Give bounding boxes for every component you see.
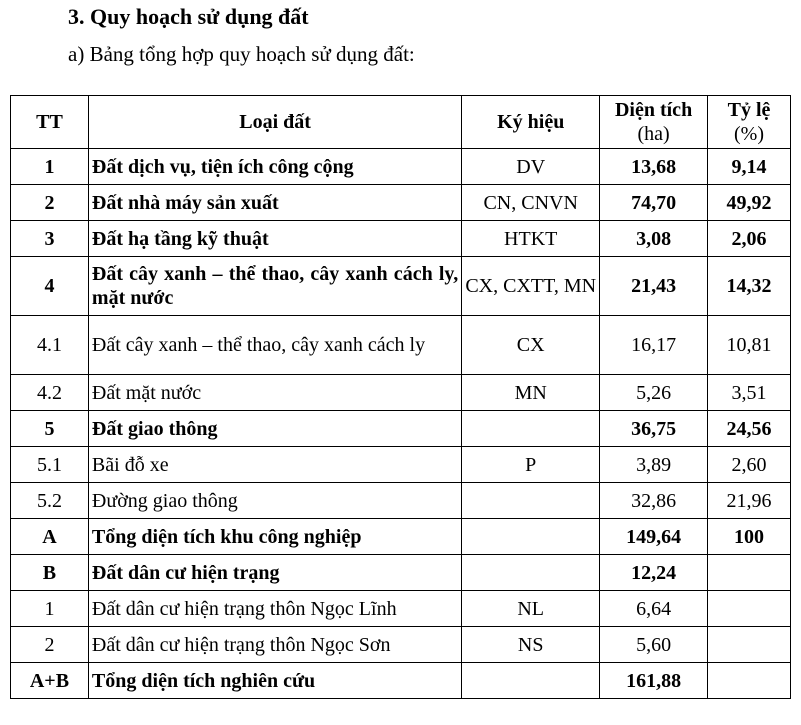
cell-code: MN: [462, 375, 600, 411]
cell-ratio: 14,32: [708, 257, 791, 316]
cell-area: 5,60: [600, 627, 708, 663]
table-row: [11, 519, 791, 555]
cell-code: NL: [462, 591, 600, 627]
cell-land-type: Tổng diện tích nghiên cứu: [88, 663, 461, 699]
cell-code: [462, 555, 600, 591]
table-row: [11, 483, 791, 519]
cell-ratio: [708, 663, 791, 699]
cell-tt: 1: [11, 591, 89, 627]
table-row: [11, 411, 791, 447]
header-area-label: Diện tích: [614, 99, 693, 121]
cell-code: DV: [462, 149, 600, 185]
cell-tt: 4: [11, 257, 89, 316]
table-row: [11, 591, 791, 627]
cell-land-type: Đất dịch vụ, tiện ích công cộng: [88, 149, 461, 185]
table-row: [11, 627, 791, 663]
cell-tt: 5: [11, 411, 89, 447]
cell-ratio: 21,96: [708, 483, 791, 519]
cell-code: [462, 519, 600, 555]
cell-ratio: [708, 555, 791, 591]
cell-code: CX, CXTT, MN: [462, 257, 600, 316]
header-area-unit: (ha): [637, 123, 670, 145]
cell-ratio: 100: [708, 519, 791, 555]
cell-land-type: Đất dân cư hiện trạng thôn Ngọc Sơn: [88, 627, 461, 663]
cell-code: HTKT: [462, 221, 600, 257]
header-tt: TT: [11, 96, 89, 149]
cell-area: 12,24: [600, 555, 708, 591]
cell-area: 74,70: [600, 185, 708, 221]
header-ratio-unit: (%): [734, 123, 764, 145]
header-land-type: Loại đất: [88, 96, 461, 149]
cell-area: 36,75: [600, 411, 708, 447]
cell-land-type: Đất hạ tầng kỹ thuật: [88, 221, 461, 257]
cell-ratio: 24,56: [708, 411, 791, 447]
table-row: [11, 447, 791, 483]
table-row: [11, 257, 791, 316]
header-ratio-label: Tỷ lệ: [727, 99, 771, 121]
cell-ratio: 2,60: [708, 447, 791, 483]
cell-land-type: Đất mặt nước: [88, 375, 461, 411]
cell-ratio: [708, 591, 791, 627]
cell-tt: A+B: [11, 663, 89, 699]
cell-tt: 1: [11, 149, 89, 185]
cell-code: CX: [462, 316, 600, 375]
cell-land-type: Đất dân cư hiện trạng thôn Ngọc Lĩnh: [88, 591, 461, 627]
table-row: [11, 555, 791, 591]
cell-ratio: 3,51: [708, 375, 791, 411]
cell-code: [462, 663, 600, 699]
cell-land-type: Đường giao thông: [88, 483, 461, 519]
table-row: [11, 185, 791, 221]
cell-area: 3,08: [600, 221, 708, 257]
cell-area: 3,89: [600, 447, 708, 483]
cell-code: NS: [462, 627, 600, 663]
table-caption: a) Bảng tổng hợp quy hoạch sử dụng đất:: [68, 42, 415, 66]
cell-tt: 4.1: [11, 316, 89, 375]
table-header-row: [11, 96, 791, 149]
cell-ratio: 2,06: [708, 221, 791, 257]
cell-tt: 5.2: [11, 483, 89, 519]
cell-ratio: [708, 627, 791, 663]
cell-land-type: Đất giao thông: [88, 411, 461, 447]
cell-code: [462, 411, 600, 447]
cell-tt: 4.2: [11, 375, 89, 411]
cell-land-type: Đất dân cư hiện trạng: [88, 555, 461, 591]
cell-land-type: Đất cây xanh – thể thao, cây xanh cách ly, mặt nước: [88, 257, 461, 316]
table-row: [11, 149, 791, 185]
cell-area: 21,43: [600, 257, 708, 316]
cell-tt: 3: [11, 221, 89, 257]
cell-ratio: 49,92: [708, 185, 791, 221]
cell-area: 149,64: [600, 519, 708, 555]
cell-area: 6,64: [600, 591, 708, 627]
cell-land-type: Tổng diện tích khu công nghiệp: [88, 519, 461, 555]
cell-land-type: Đất nhà máy sản xuất: [88, 185, 461, 221]
cell-land-type: Đất cây xanh – thể thao, cây xanh cách ly: [88, 316, 461, 375]
cell-land-type: Bãi đỗ xe: [88, 447, 461, 483]
section-heading: 3. Quy hoạch sử dụng đất: [68, 4, 309, 29]
header-area: [600, 96, 708, 149]
cell-area: 16,17: [600, 316, 708, 375]
cell-code: P: [462, 447, 600, 483]
header-ratio: [708, 96, 791, 149]
cell-tt: A: [11, 519, 89, 555]
land-use-table: [10, 95, 791, 699]
cell-tt: 2: [11, 627, 89, 663]
cell-area: 13,68: [600, 149, 708, 185]
table-row: [11, 375, 791, 411]
cell-code: [462, 483, 600, 519]
cell-area: 32,86: [600, 483, 708, 519]
header-code: Ký hiệu: [462, 96, 600, 149]
cell-area: 161,88: [600, 663, 708, 699]
cell-ratio: 9,14: [708, 149, 791, 185]
table-row: [11, 221, 791, 257]
cell-tt: 5.1: [11, 447, 89, 483]
cell-tt: B: [11, 555, 89, 591]
cell-code: CN, CNVN: [462, 185, 600, 221]
cell-area: 5,26: [600, 375, 708, 411]
cell-ratio: 10,81: [708, 316, 791, 375]
table-row: [11, 316, 791, 375]
cell-tt: 2: [11, 185, 89, 221]
table-row: [11, 663, 791, 699]
